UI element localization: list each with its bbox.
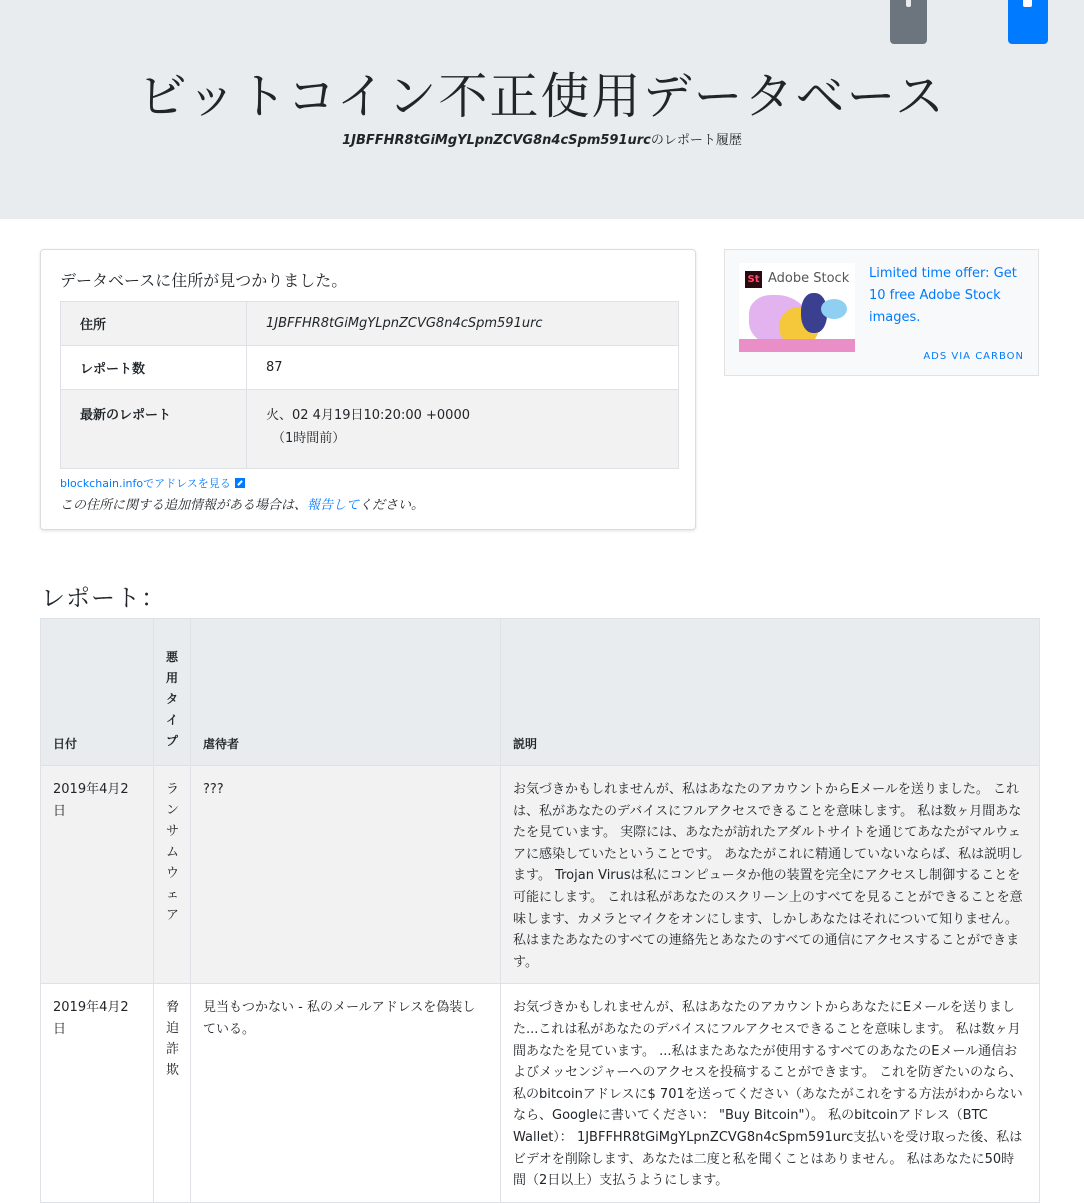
blockchain-link[interactable] [60,475,245,491]
info-label: レポート数 [61,346,247,390]
info-row-address [61,302,679,346]
ad-illustration [821,299,847,319]
reports-table [40,618,1040,1203]
column-header-date: 日付 [41,619,154,766]
subtitle-suffix: のレポート履歴 [650,133,742,148]
adobe-stock-logo: St [745,271,762,288]
page-subtitle [0,129,1084,148]
header-menu-button[interactable] [890,0,927,44]
card-note [60,494,424,513]
info-value-relative: （1時間前） [272,431,346,446]
note-text-end: ください。 [359,498,425,513]
report-link[interactable]: 報告して [307,498,360,513]
report-date: 2019年4月2日 [41,766,154,984]
report-description: お気づきかもしれませんが、私はあなたのアカウントからEメールを送りました。 これは、私があなたのデバイスにフルアクセスできることを意味します。 私は数ヶ月間あなたを見ています。 実際には、あなたが訪れたアダルトサイトを通じてあなたがマルウェアに感染していたということです。 あなたがこれに精通していないならば、私は説明します。 Trojan Virusは私にコンピュータか他の装置を完全にアクセスし制御することを可能にします。 これは私があなたのスクリーン上のすべてを見ることができることを意味します、カメラとマイクをオンにします、しかしあなたはそれについて知りません。 私はまたあなたのすべての連絡先とあなたのすべての通信にアクセスすることができます。 [501,766,1040,984]
menu-icon [906,0,911,7]
ad-text-link[interactable]: Limited time offer: Get 10 free Adobe Stock images. [869,266,1017,325]
external-link-icon [235,478,245,488]
card-title: データベースに住所が見つかりました。 [60,271,348,290]
report-abuser: ??? [191,766,501,984]
report-type: 脅迫詐欺 [166,1000,180,1079]
ad-illustration [739,339,855,352]
report-type: ランサムウェア [166,782,180,923]
page-title: ビットコイン不正使用データベース [137,68,947,125]
blockchain-link-text: blockchain.infoでアドレスを見る [60,477,231,490]
info-label: 最新のレポート [61,390,247,469]
carbon-ad[interactable] [724,249,1039,376]
info-value: 87 [247,346,679,390]
info-row-latest-report [61,390,679,469]
table-row [41,984,1040,1202]
report-date: 2019年4月2日 [41,984,154,1202]
report-type-cell [154,984,191,1202]
info-value: 1JBFFHR8tGiMgYLpnZCVG8n4cSpm591urc [247,302,679,346]
header-action-button[interactable] [1008,0,1048,44]
table-row [41,766,1040,984]
info-value-cell [247,390,679,469]
page-header [0,0,1084,219]
subtitle-address: 1JBFFHR8tGiMgYLpnZCVG8n4cSpm591urc [342,133,651,148]
column-header-description: 説明 [501,619,1040,766]
ad-image[interactable] [739,263,855,352]
ad-brand: Adobe Stock [768,271,850,286]
report-type-cell [154,766,191,984]
column-header-abuser: 虐待者 [191,619,501,766]
ads-via-carbon-link[interactable]: ADS VIA CARBON [923,351,1024,362]
abuse-type-header-text: 悪用タイプ [166,650,179,748]
info-label: 住所 [61,302,247,346]
info-value: 火、02 4月19日10:20:00 +0000 [266,408,470,423]
report-abuser: 見当もつかない - 私のメールアドレスを偽装している。 [191,984,501,1202]
reports-heading: レポート： [41,584,166,612]
address-info-card [40,249,696,530]
reports-header-row [41,619,1040,766]
action-icon [1023,0,1032,7]
address-info-table [60,301,679,469]
column-header-abuse-type [154,619,191,766]
note-text: この住所に関する追加情報がある場合は、 [60,498,308,513]
report-description: お気づきかもしれませんが、私はあなたのアカウントからあなたにEメールを送りました...これは私があなたのデバイスにフルアクセスできることを意味します。 私は数ヶ月間あなたを見ています。 ...私はまたあなたが使用するすべてのあなたのEメール通信およびメッセンジャーへのアクセスを投稿することができます。 これを防ぎたいのなら、私のbitcoinアドレスに$ 701を送ってください（あなたがこれをする方法がわからないなら、Googleに書いてください： "Buy Bitcoin"）。 私のbitcoinアドレス（BTC Wallet）： 1JBFFHR8tGiMgYLpnZCVG8n4cSpm591urc支払いを受け取った後、私はビデオを削除します、あなたは二度と私を聞くことはありません。 私はあなたに50時間（2日以上）支払うようにします。 [501,984,1040,1202]
info-row-report-count [61,346,679,390]
